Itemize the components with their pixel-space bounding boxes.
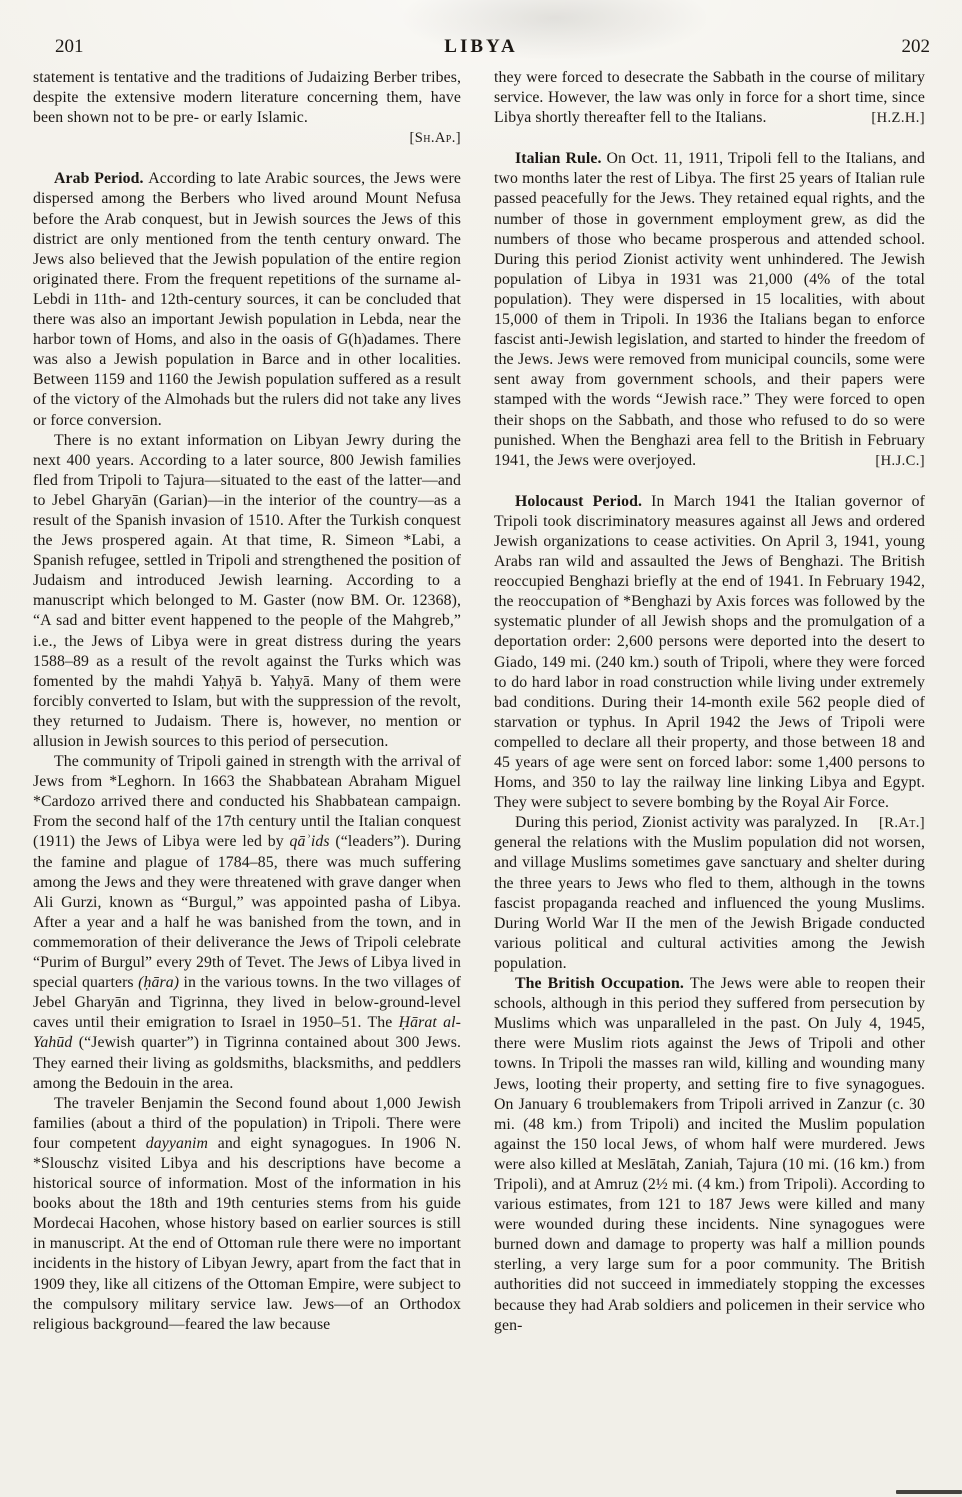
text-segment: On Oct. 11, 1911, Tripoli fell to the Italians, and two months later the rest of Libya. The first 25 years of Italian rule passed peacefully for the Jews. They retained equal rights, and the number of those in government employment grew, as did the numbers of those who became prosperous and attended school. During this period Zionist activity went unhindered. The Jewish population of Libya in 1931 was 21,000 (4% of the total population). They were dispersed in 15 localities, with about 15,000 of them in Tripoli. In 1936 the Italians began to enforce fascist anti-Jewish legislation, and started to hinder the freedom of the Jews. Jews were removed from municipal councils, some were sent away from government schools, and their papers were stamped with the words “Jewish race.” They were forced to open their shops on the Sabbath, and those who refused to do so were punished. When the Benghazi area fell to the British in February 1941, the Jews were overjoyed.	[494, 150, 925, 469]
text-segment: There is no extant information on Libyan Jewry during the next 400 years. According to a later source, 800 Jewish families fled from Tripoli to Tajura—situated to the east of the latter—and to Jebel Gharyān (Garian)—in the interior of the country—as a result of the Spanish invasion of 1510. After the Turkish conquest the Jews prospered again. At that time, R. Simeon *Labi, a Spanish refugee, settled in Tripoli and strengthened the position of Judaism and introduced Jewish learning. According to a manuscript which belonged to M. Gaster (now BM. Or. 12368), “A sad and bitter event happened to the people of the Mahgreb,” i.e., the Jews of Libya were in great distress during the years 1588–89 as a result of the revolt against the Turks which was fomented by the mahdi Yaḥyā b. Yaḥyā. Many of them were forcibly converted to Islam, but with the suppression of the revolt, they returned to Judaism. There is, however, no mention or allusion in Jewish sources to this period of persecution.	[33, 431, 461, 750]
section-heading: The British Occupation.	[515, 975, 690, 993]
text-segment: During this period, Zionist activity was paralyzed. In general the relations with the Muslim population did not worsen, and village Muslims sometimes gave sanctuary and shelter during the three years to Jews who fled to them, although in the towns fascist propaganda reached and influenced the young Muslims. During World War II the men of the Jewish Brigade conducted various political and cultural activities among the Jewish population.	[494, 814, 925, 972]
right-column	[494, 68, 925, 1336]
author-attribution: [Sh.Ap.]	[409, 130, 461, 147]
community-of-tripoli-paragraph	[33, 752, 461, 1094]
text-segment: The community of Tripoli gained in strength with the arrival of Jews from *Leghorn. In 1663 the Shabbatean Abraham Miguel *Cardozo arrived there and conducted his Shabbatean campaign. From the second half of the 17th century until the Italian conquest (1911) the Jews of Libya were led by	[33, 753, 461, 851]
italic-term: Ḥārat al-Yahūd	[33, 1014, 462, 1052]
text-segment: (“Jewish quarter”) in Tigrinna contained about 300 Jews. They earned their living as goldsmiths, blacksmiths, and peddlers among the Bedouin in the area.	[33, 1034, 461, 1092]
holocaust-period-paragraph	[494, 492, 925, 832]
text-segment: The traveler Benjamin the Second found about 1,000 Jewish families (about a third of the population) in Tripoli. There were four competent	[33, 1094, 461, 1152]
author-attribution: [H.Z.H.]	[871, 110, 925, 127]
zionist-activity-paralyzed-paragraph	[494, 813, 925, 974]
author-attribution: [R.At.]	[879, 815, 925, 832]
left-column	[33, 68, 461, 1335]
arab-period-paragraph	[33, 169, 461, 430]
text-segment: they were forced to desecrate the Sabbath in the course of military service. However, the law was only in force for a short time, since Libya shortly thereafter fell to the Italians.	[494, 69, 925, 127]
section-heading: Italian Rule.	[515, 150, 607, 168]
text-segment: The Jews were able to reopen their schools, although in this period they suffered from persecution by Muslims which was unparalleled in the past. On July 4, 1945, there were Muslim riots against the Jews of Tripoli and other towns. In Tripoli the masses ran wild, killing and wounding many Jews, looting their property, and setting fire to five synagogues. On January 6 troublemakers from Tripoli arrived in Zanzur (c. 30 mi. (48 km.) from Tripoli) and incited the Muslim population against the 150 local Jews, of whom half were murdered. Jews were also killed at Meslātah, Zaniah, Tajura (10 mi. (16 km.) from Tripoli), and at Amruz (2½ mi. (4 km.) from Tripoli). According to various estimates, from 121 to 187 Jews were killed and many were wounded during these incidents. Nine synagogues were burned down and damage to property was half a million pounds sterling, a very large sum for a poor community. The British authorities did not succeed in immediately stopping the excesses because they had Arab soldiers and policemen in their service who gen-	[494, 975, 925, 1334]
libyan-jewry-400-years-paragraph	[33, 431, 461, 753]
text-segment: statement is tentative and the traditions of Judaizing Berber tribes, despite the extensive modern literature concerning them, have been shown not to be pre- or early Islamic.	[33, 69, 461, 127]
sabbath-continuation-paragraph	[494, 68, 925, 128]
continuation-paragraph	[33, 68, 461, 148]
text-segment: and eight synagogues. In 1906 N. *Slouschz visited Libya and his descriptions have become a historical source of information. Most of the information in his books about the 18th and 19th centuries stems from his guide Mordecai Hacohen, whose history based on earlier sources is still in manuscript. At the end of Ottoman rule there were no important incidents in the history of Libyan Jewry, apart from the fact that in 1909 they, like all citizens of the Ottoman Empire, were subject to the compulsory military service law. Jews—of an Orthodox religious background—feared the law because	[33, 1134, 461, 1333]
scan-edge-artifact	[896, 1490, 962, 1494]
section-heading: Holocaust Period.	[515, 492, 652, 510]
page-number-right: 202	[901, 36, 930, 57]
page-number-left: 201	[55, 36, 84, 57]
page-title: LIBYA	[444, 36, 518, 57]
text-segment: (“leaders”). During the famine and plague of 1784–85, there was much suffering among the Jews and they were threatened with grave danger when Ali Gurzi, known as “Burgul,” was appointed pasha of Libya. After a year and a half he was banished from the town, and in commemoration of their deliverance the Jews of Tripoli celebrate “Purim of Burgul” every 29th of Tevet. The Jews of Libya lived in special quarters	[33, 833, 461, 992]
text-segment: According to late Arabic sources, the Jews were dispersed among the Berbers who lived around Mount Nefusa before the Arab conquest, but in Jewish sources the Jews of this district are only mentioned from the tenth century onward. The Jews also believed that the Jewish population of the entire region originated there. From the frequent repetitions of the surname al-Lebdi in 11th- and 12th-century sources, it can be concluded that there was also an important Jewish population in Lebda, near the harbor town of Homs, and also in the oasis of G(h)adames. There was also a Jewish population in Barce and in other localities. Between 1159 and 1160 the Jewish population suffered as a result of the victory of the Almohads but the rulers did not take any lives or force conversion.	[33, 170, 461, 429]
traveler-benjamin-paragraph	[33, 1094, 461, 1335]
section-heading: Arab Period.	[54, 170, 149, 188]
text-segment: In March 1941 the Italian governor of Tripoli took discriminatory measures against all Jews and ordered Jewish organizations to cease activities. On April 3, 1941, young Arabs ran wild and assaulted the Jews of Benghazi. The British reoccupied Benghazi briefly at the end of 1941. In February 1942, the reoccupation of *Benghazi by Axis forces was followed by the systematic plunder of all Jewish shops and the promulgation of a deportation order: 2,600 persons were deported into the desert to Giado, 149 mi. (240 km.) south of Tripoli, where they were forced to do hard labor in road construction while living under extremely bad conditions. During their 14-month exile 562 people died of starvation or typhus. In April 1942 the Jews of Tripoli were compelled to declare all their property, and those between 18 and 45 years of age were sent on forced labor: some 1,400 persons to Homs, and 350 to lay the railway line linking Libya and Egypt. They were subject to severe bombing by the Royal Air Force.	[494, 492, 925, 812]
author-attribution: [H.J.C.]	[875, 452, 925, 469]
italic-term: dayyanim	[145, 1134, 209, 1152]
british-occupation-paragraph	[494, 974, 925, 1336]
italic-term: (ḥāra)	[138, 974, 180, 992]
italian-rule-paragraph	[494, 149, 925, 471]
text-segment: in the various towns. In the two villages of Jebel Gharyān and Tigrinna, they lived in below-ground-level caves until their emigration to Israel in 1950–51. The	[33, 974, 461, 1032]
page-header	[0, 34, 962, 60]
italic-term: qāʾids	[289, 833, 330, 851]
